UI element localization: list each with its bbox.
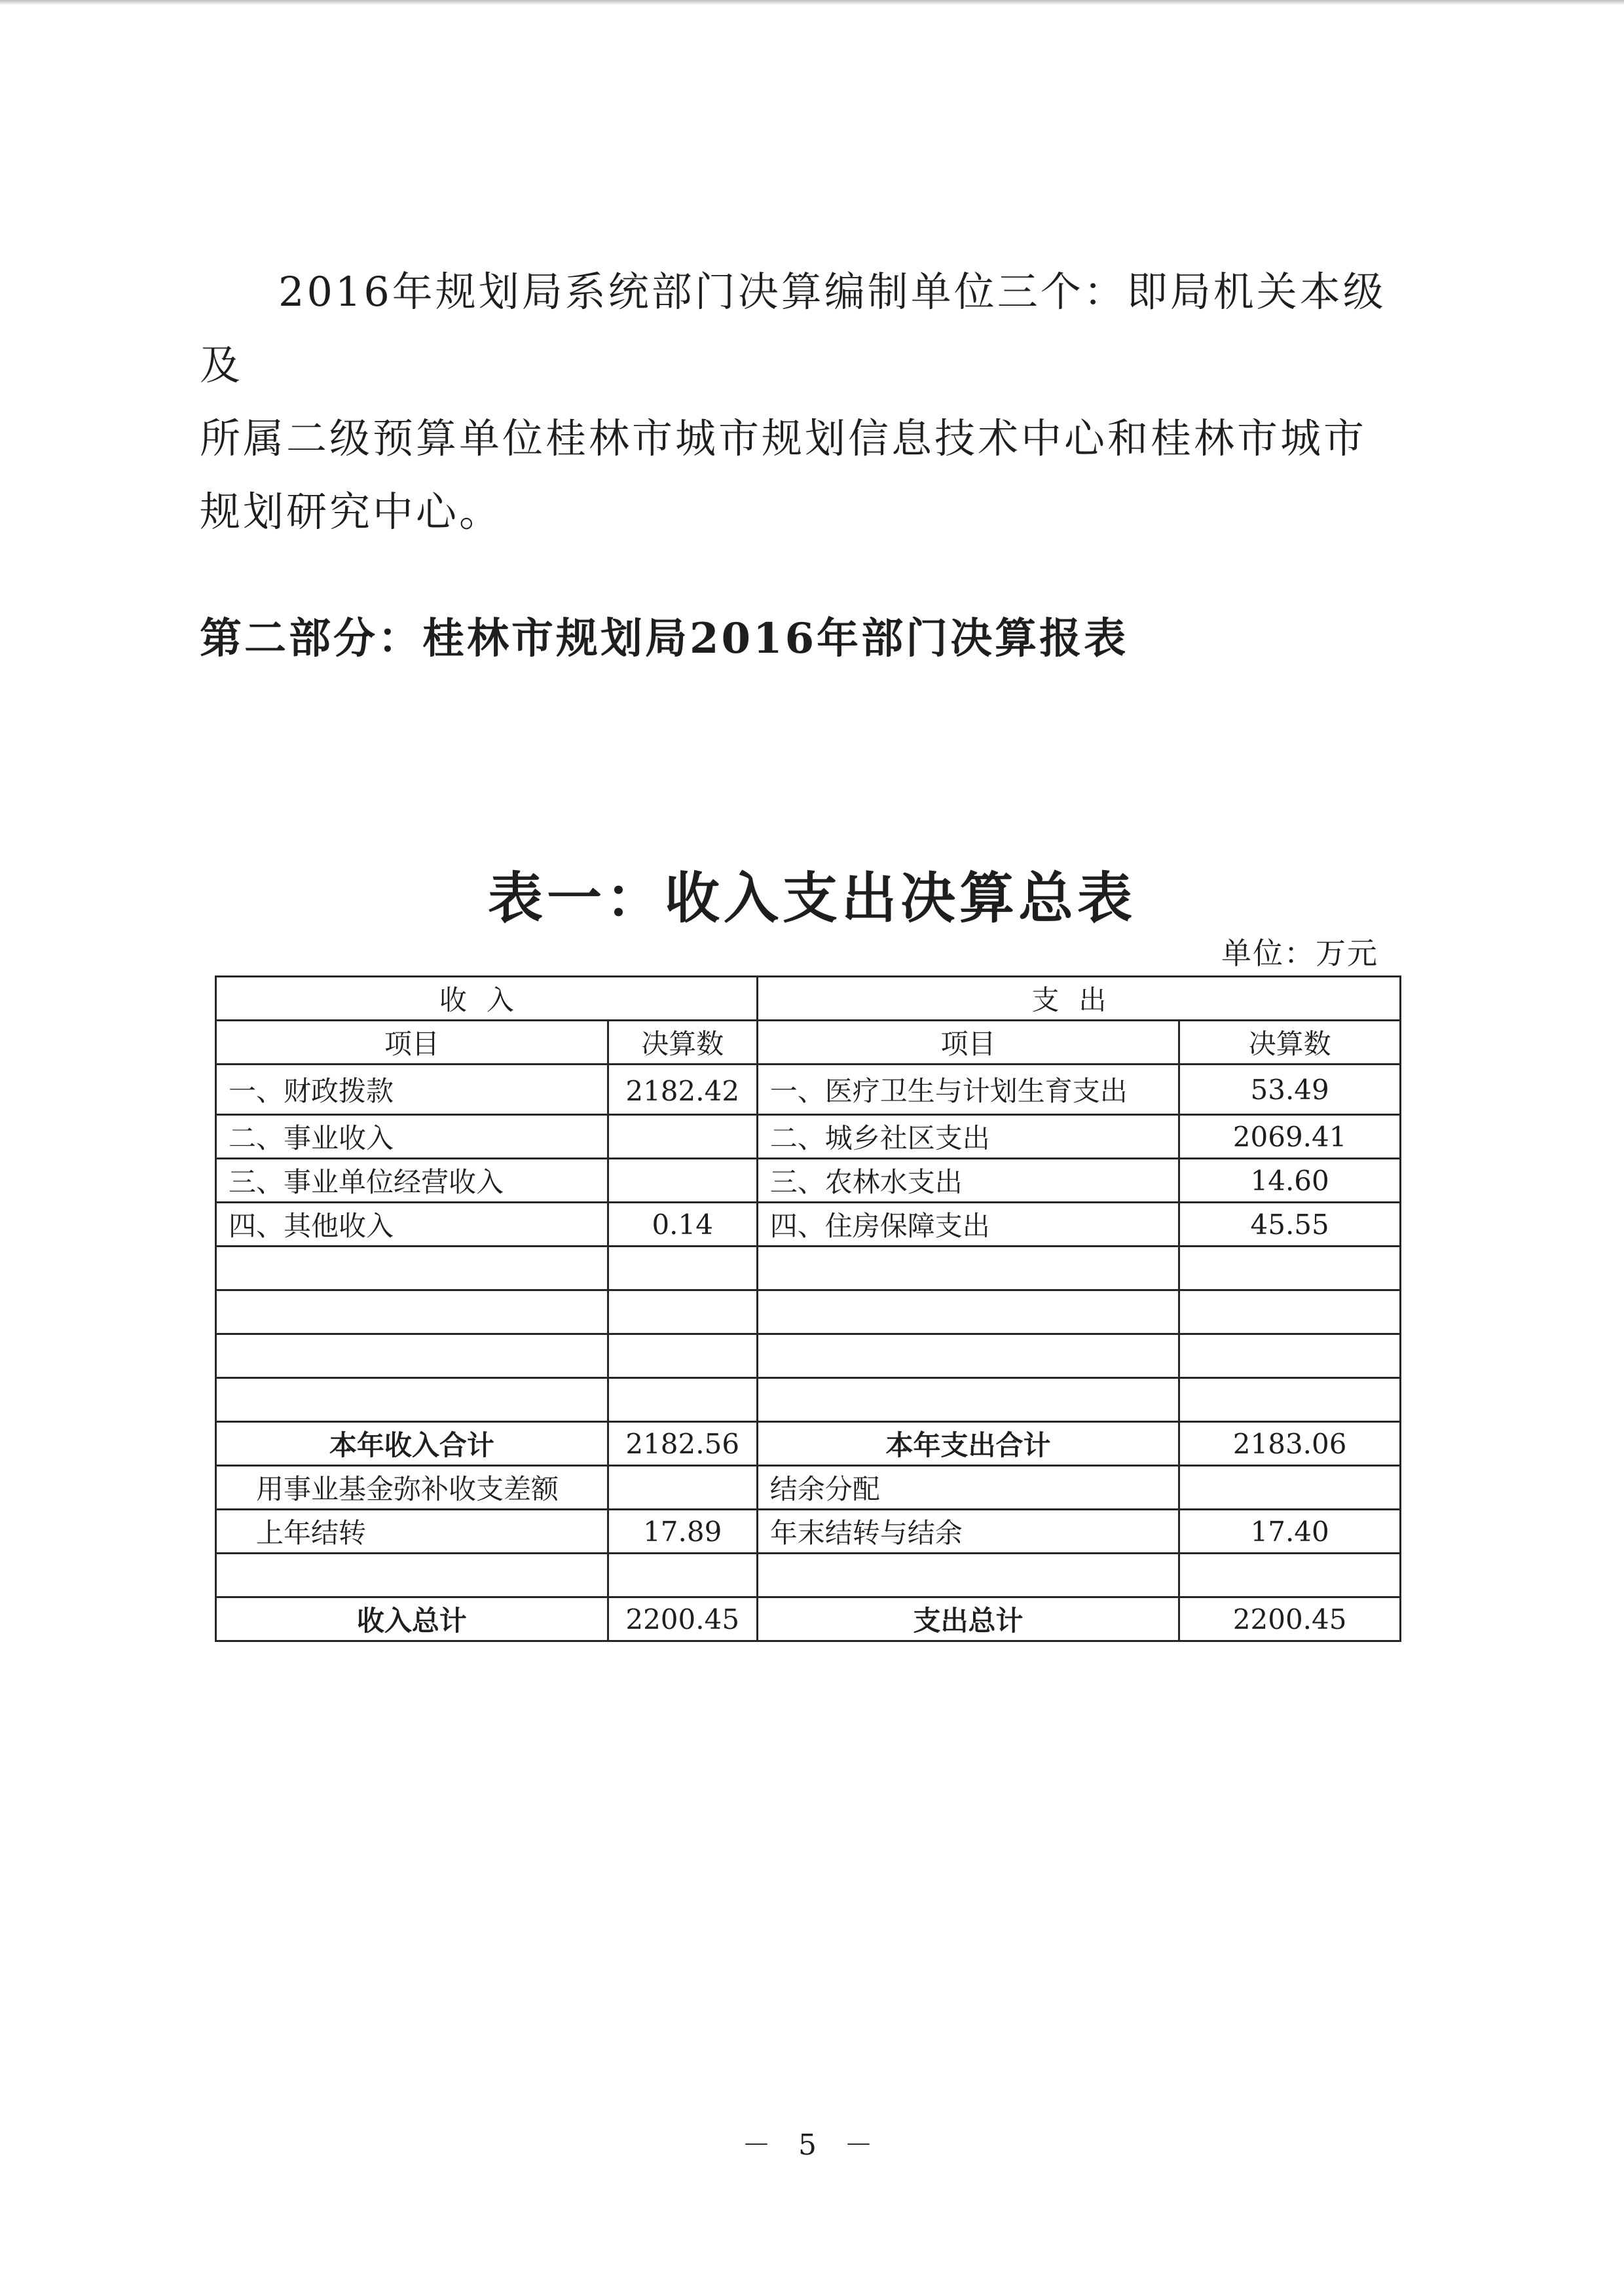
expense-amount-header: 决算数 xyxy=(1179,1021,1401,1065)
empty-row xyxy=(216,1290,1401,1334)
intro-line-3: 规划研究中心。 xyxy=(200,488,503,536)
intro-paragraph xyxy=(200,255,1418,549)
year-end-label: 年末结转与结余 xyxy=(757,1510,1179,1554)
table-row xyxy=(216,1115,1401,1159)
expense-total-label: 支出总计 xyxy=(757,1597,1179,1641)
surplus-distribution-amount xyxy=(1179,1466,1401,1510)
grand-total-row xyxy=(216,1597,1401,1641)
expense-item: 四、住房保障支出 xyxy=(757,1203,1179,1247)
intro-line-1: 2016年规划局系统部门决算编制单位三个：即局机关本级及 xyxy=(200,268,1386,389)
income-item: 四、其他收入 xyxy=(216,1203,608,1247)
surplus-distribution-label: 结余分配 xyxy=(757,1466,1179,1510)
empty-row xyxy=(216,1334,1401,1378)
income-amount-header: 决算数 xyxy=(608,1021,757,1065)
income-group-header: 收入 xyxy=(216,977,758,1021)
expense-subtotal-label: 本年支出合计 xyxy=(757,1422,1179,1466)
income-expense-summary-table xyxy=(215,975,1401,1642)
income-amount xyxy=(608,1159,757,1203)
prior-carryover-label: 上年结转 xyxy=(216,1510,608,1554)
fund-offset-label: 用事业基金弥补收支差额 xyxy=(216,1466,608,1510)
page-top-edge xyxy=(0,0,1624,5)
expense-total: 2200.45 xyxy=(1179,1597,1401,1641)
expense-group-header: 支出 xyxy=(757,977,1400,1021)
income-amount xyxy=(608,1115,757,1159)
expense-item: 二、城乡社区支出 xyxy=(757,1115,1179,1159)
expense-subtotal: 2183.06 xyxy=(1179,1422,1401,1466)
income-item: 一、财政拨款 xyxy=(216,1065,608,1115)
table-row xyxy=(216,1065,1401,1115)
income-amount: 0.14 xyxy=(608,1203,757,1247)
table-row xyxy=(216,1510,1401,1554)
table-row xyxy=(216,1159,1401,1203)
intro-line-2: 所属二级预算单位桂林市城市规划信息技术中心和桂林市城市 xyxy=(200,414,1367,462)
income-item: 二、事业收入 xyxy=(216,1115,608,1159)
table-row xyxy=(216,1203,1401,1247)
table-title: 表一：收入支出决算总表 xyxy=(487,866,1136,930)
table-unit: 单位：万元 xyxy=(1221,936,1378,971)
expense-amount: 2069.41 xyxy=(1179,1115,1401,1159)
page-number: － 5 － xyxy=(742,2128,882,2162)
expense-item: 一、医疗卫生与计划生育支出 xyxy=(757,1065,1179,1115)
prior-carryover-amount: 17.89 xyxy=(608,1510,757,1554)
income-item: 三、事业单位经营收入 xyxy=(216,1159,608,1203)
section-heading: 第二部分：桂林市规划局2016年部门决算报表 xyxy=(200,614,1129,663)
table-column-header-row xyxy=(216,1021,1401,1065)
expense-item: 三、农林水支出 xyxy=(757,1159,1179,1203)
income-amount: 2182.42 xyxy=(608,1065,757,1115)
empty-row xyxy=(216,1378,1401,1422)
expense-item-header: 项目 xyxy=(757,1021,1179,1065)
year-end-amount: 17.40 xyxy=(1179,1510,1401,1554)
expense-amount: 53.49 xyxy=(1179,1065,1401,1115)
expense-amount: 45.55 xyxy=(1179,1203,1401,1247)
empty-row xyxy=(216,1554,1401,1597)
income-subtotal-label: 本年收入合计 xyxy=(216,1422,608,1466)
expense-amount: 14.60 xyxy=(1179,1159,1401,1203)
income-item-header: 项目 xyxy=(216,1021,608,1065)
fund-offset-amount xyxy=(608,1466,757,1510)
income-subtotal: 2182.56 xyxy=(608,1422,757,1466)
table-row xyxy=(216,1466,1401,1510)
income-total-label: 收入总计 xyxy=(216,1597,608,1641)
table-group-header-row xyxy=(216,977,1401,1021)
income-total: 2200.45 xyxy=(608,1597,757,1641)
subtotal-row xyxy=(216,1422,1401,1466)
empty-row xyxy=(216,1247,1401,1290)
